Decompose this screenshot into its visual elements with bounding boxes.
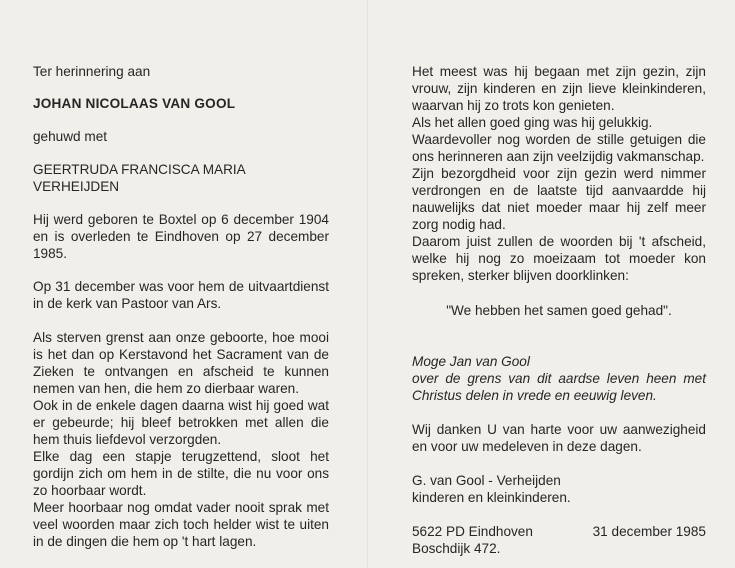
deceased-name: JOHAN NICOLAAS VAN GOOL [33, 96, 236, 111]
last-days-paragraph: Ook in de enkele dagen daarna wist hij goed wat er gebeurde; hij bleef betrokken met allen die hem thuis liefdevol verzorgden. [33, 398, 329, 447]
family-signature-line2: kinderen en kleinkinderen. [412, 490, 571, 505]
prayer-text: over de grens van dit aardse leven heen met Christus delen in vrede en eeuwig leven. [412, 371, 706, 403]
farewell-quote: "We hebben het samen goed gehad". [446, 303, 672, 318]
father-words-paragraph: Meer hoorbaar nog omdat vader nooit sprak met veel woorden maar zich toch helder wist te uiten in de dingen die hem op 't hart lagen. [33, 500, 329, 549]
craftsmanship-paragraph: Waardevoller nog worden de stille getuigen die ons herinneren aan zijn veelzijdig vakmanschap. [412, 132, 706, 164]
family-signature-line1: G. van Gool - Verheijden [412, 473, 561, 488]
care-paragraph: Zijn bezorgdheid voor zijn gezin werd nimmer verdrongen en de laatste tijd aanvaardde hij nauwelijks dat niet moeder maar hij zelf meer zorg nodig had. [412, 166, 706, 232]
family-signature [412, 472, 706, 506]
spouse-name [33, 161, 329, 195]
birth-death-paragraph: Hij werd geboren te Boxtel op 6 december 1904 en is overleden te Eindhoven op 27 december 1985. [33, 212, 329, 261]
card-date: 31 december 1985 [592, 524, 706, 539]
farewell-paragraph: Daarom juist zullen de woorden bij 't afscheid, welke hij nog zo moeizaam tot moeder kon spreken, sterker blijven doorklinken: [412, 234, 706, 283]
funeral-paragraph: Op 31 december was voor hem de uitvaartdienst in de kerk van Pastoor van Ars. [33, 279, 329, 311]
spouse-name-line1: GEERTRUDA FRANCISCA MARIA [33, 162, 246, 177]
sacrament-paragraph: Als sterven grenst aan onze geboorte, hoe mooi is het dan op Kerstavond het Sacrament van de Zieken te ontvangen en afscheid te kunnen nemen van hen, die hem zo dierbaar waren. [33, 330, 329, 396]
prayer [412, 353, 706, 404]
prayer-line1: Moge Jan van Gool [412, 354, 530, 369]
intro-text: Ter herinnering aan [33, 64, 151, 79]
family-paragraph: Het meest was hij begaan met zijn gezin, zijn vrouw, zijn kinderen en zijn lieve kleinkinderen, waarvan hij zo trots kon genieten. [412, 64, 706, 113]
address-row [412, 523, 706, 540]
fold-line [367, 0, 369, 568]
address-line2: Boschdijk 472. [412, 541, 501, 556]
left-page [33, 63, 329, 550]
happy-paragraph: Als het allen goed ging was hij gelukkig. [412, 115, 653, 130]
address-line1: 5622 PD Eindhoven [412, 524, 533, 539]
spouse-name-line2: VERHEIJDEN [33, 179, 120, 194]
right-page [412, 63, 706, 557]
thanks-paragraph: Wij danken U van harte voor uw aanwezigheid en voor uw medeleven in deze dagen. [412, 422, 706, 454]
stepping-back-paragraph: Elke dag een stapje terugzettend, sloot het gordijn zich om hem in de stilte, die nu voor ons zo hoorbaar wordt. [33, 449, 329, 498]
married-label: gehuwd met [33, 129, 108, 144]
